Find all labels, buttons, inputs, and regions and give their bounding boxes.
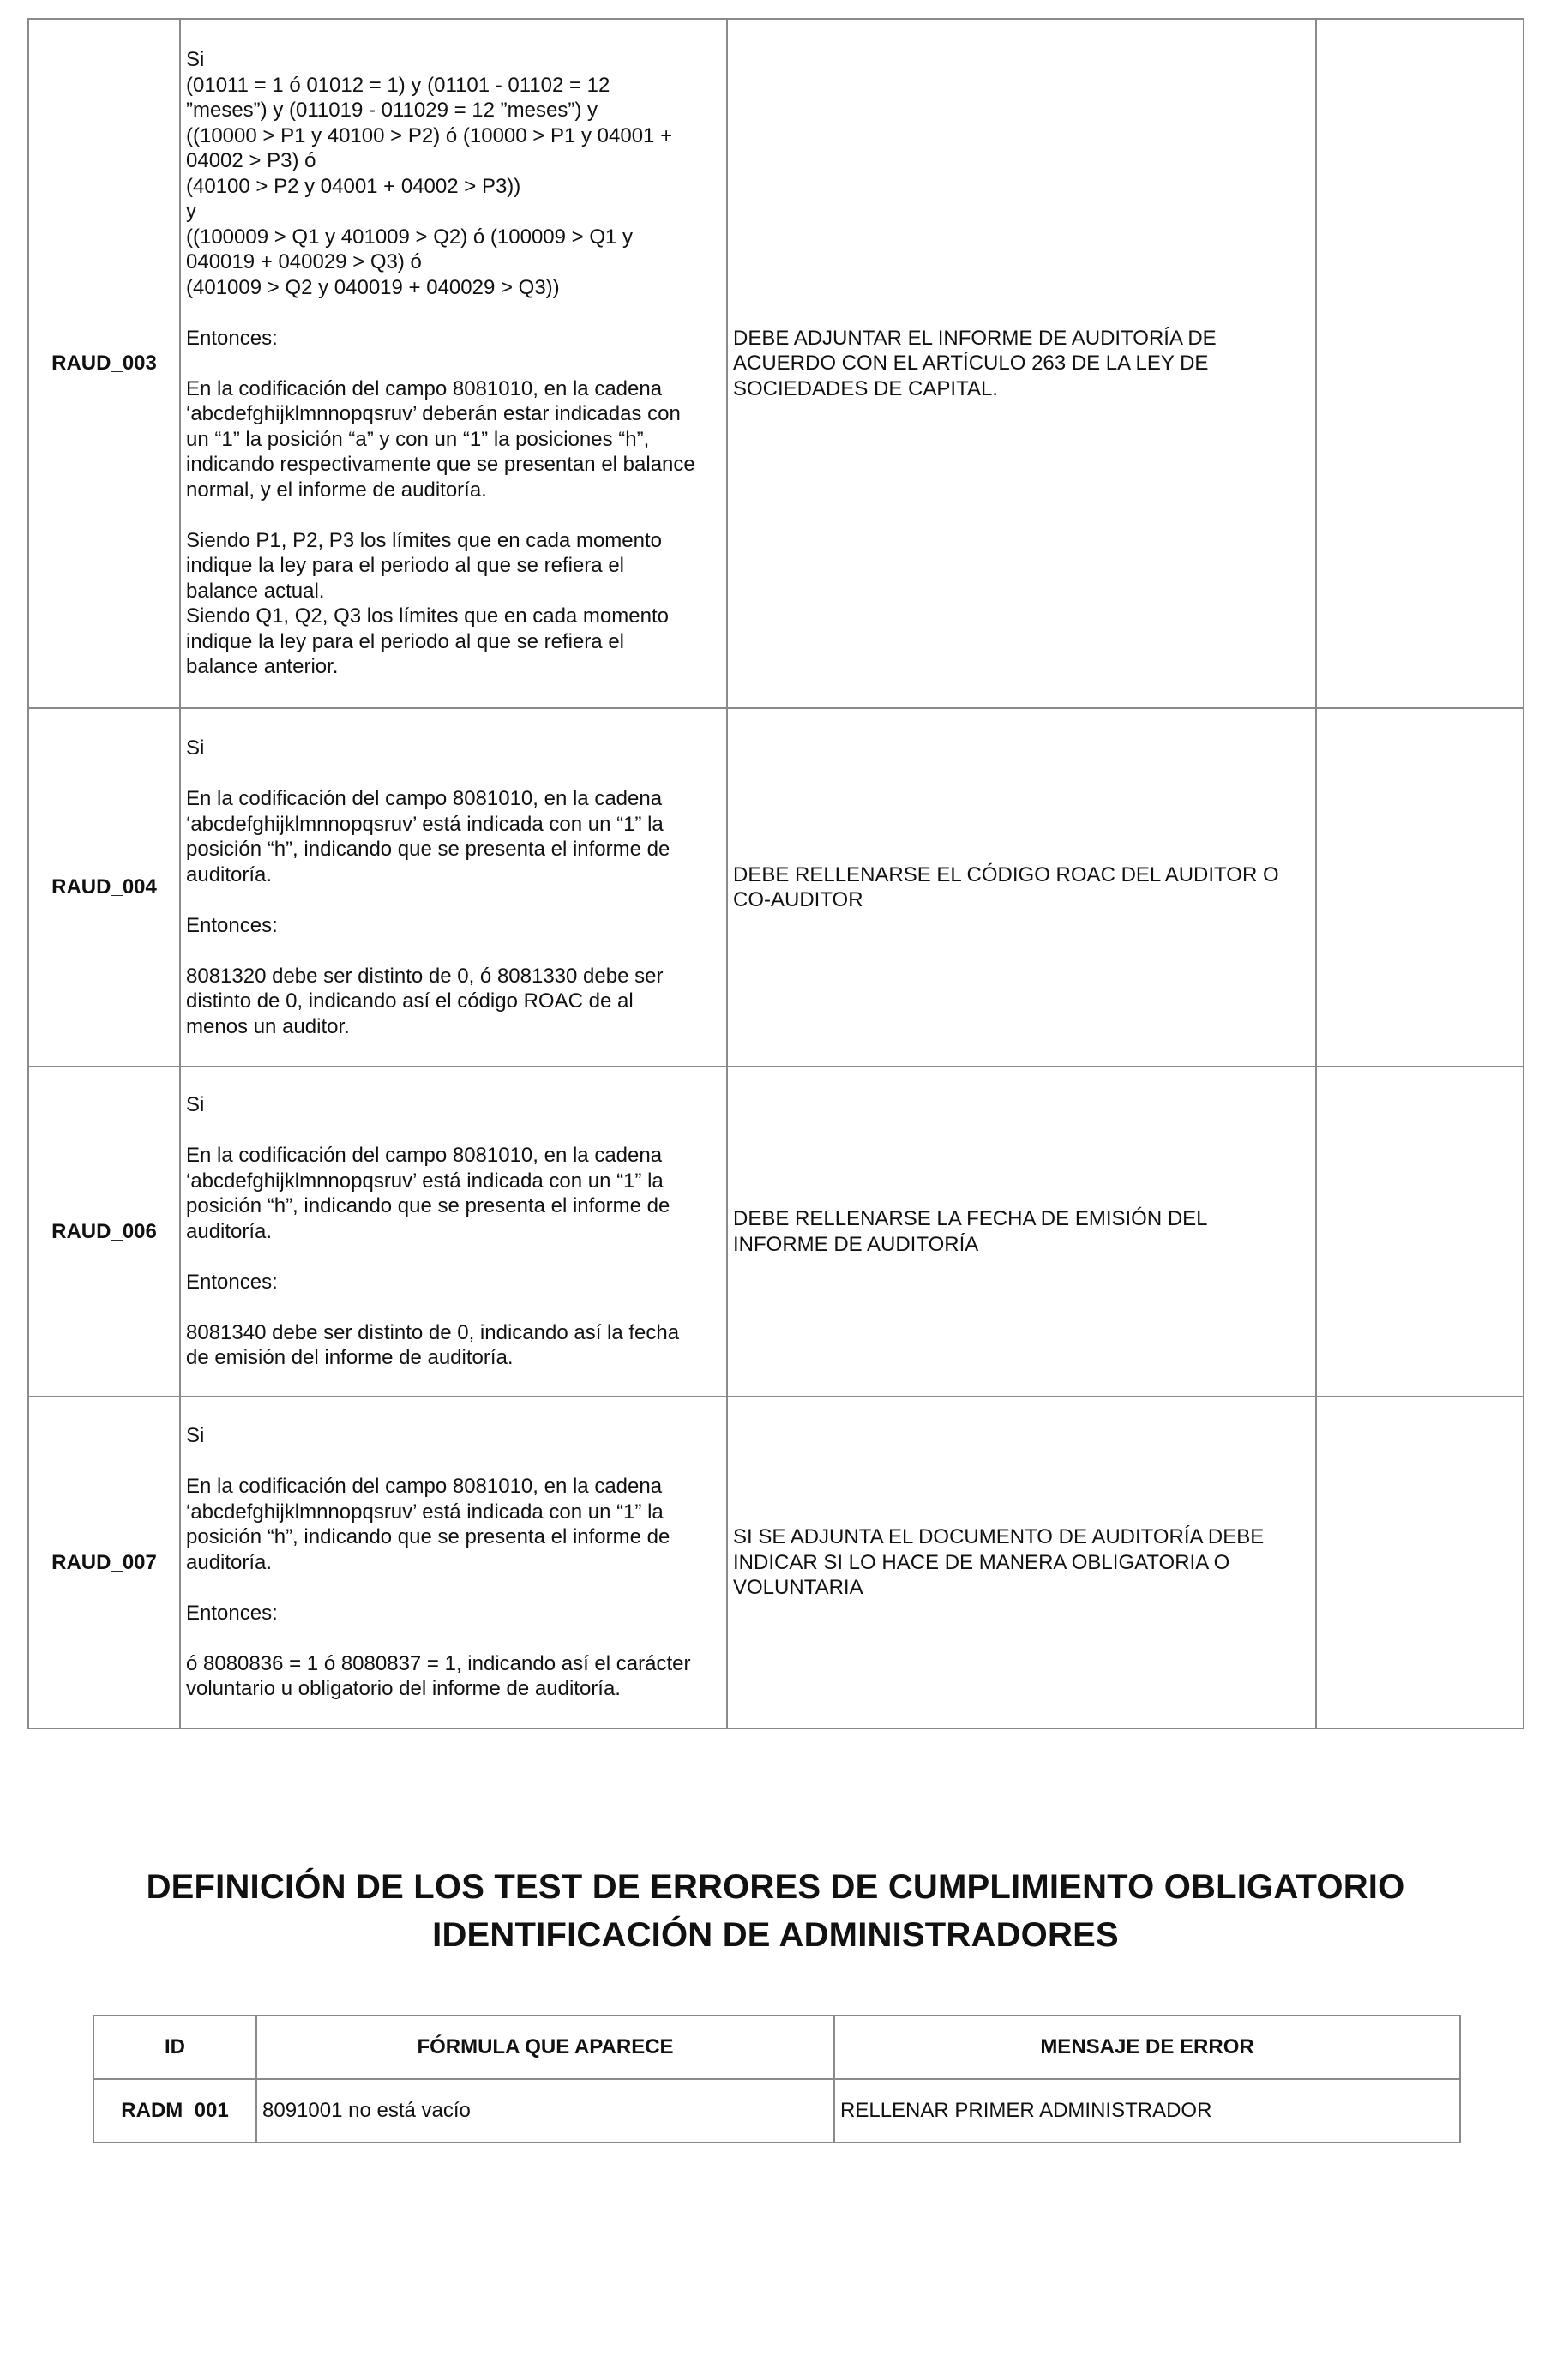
rule-id: RAUD_007: [28, 1397, 180, 1728]
formula-line: 8081320 debe ser distinto de 0, ó 8081330 debe ser: [186, 964, 664, 988]
formula-line: [186, 1449, 721, 1475]
formula-line: 04002 > P3) ó: [186, 149, 316, 173]
formula-line: menos un auditor.: [186, 1014, 350, 1038]
message-line: INDICAR SI LO HACE DE MANERA OBLIGATORIA O: [733, 1550, 1230, 1574]
formula-line: [186, 938, 721, 964]
formula-line: Entonces:: [186, 1601, 278, 1625]
rule-formula: [180, 708, 727, 1067]
formula-line: [186, 761, 721, 787]
section-subtitle: IDENTIFICACIÓN DE ADMINISTRADORES: [432, 1916, 1119, 1954]
error-message: RELLENAR PRIMER ADMINISTRADOR: [834, 2079, 1460, 2143]
rule-id: RAUD_004: [28, 708, 180, 1067]
formula-line: [186, 300, 721, 326]
message-line: ACUERDO CON EL ARTÍCULO 263 DE LA LEY DE: [733, 352, 1209, 376]
formula-line: ‘abcdefghijklmnnopqsruv’ está indicada con un “1” la: [186, 812, 664, 836]
formula-line: [186, 351, 721, 376]
formula-line: ‘abcdefghijklmnnopqsruv’ está indicada con un “1” la: [186, 1500, 664, 1524]
formula-line: Siendo Q1, Q2, Q3 los límites que en cada momento: [186, 604, 669, 628]
formula-line: auditoría.: [186, 862, 273, 886]
formula-line: Entonces:: [186, 913, 278, 937]
rule-id: RAUD_003: [28, 19, 180, 708]
formula-line: (01011 = 1 ó 01012 = 1) y (01101 - 01102 = 12: [186, 73, 610, 97]
message-line: CO-AUDITOR: [733, 888, 863, 911]
message-line: INFORME DE AUDITORÍA: [733, 1232, 979, 1256]
table-row: [28, 708, 1524, 1067]
table-row: [93, 2079, 1460, 2143]
rule-extra-cell: [1316, 19, 1524, 708]
error-formula: 8091001 no está vacío: [256, 2079, 834, 2143]
formula-line: ((10000 > P1 y 40100 > P2) ó (10000 > P1 y 04001 +: [186, 123, 673, 147]
formula-line: indique la ley para el periodo al que se refiera el: [186, 554, 624, 578]
formula-line: Entonces:: [186, 1270, 278, 1294]
table-row: [28, 1397, 1524, 1728]
message-line: DEBE RELLENARSE EL CÓDIGO ROAC DEL AUDITOR O: [733, 862, 1279, 886]
formula-line: Si: [186, 48, 205, 72]
message-line: VOLUNTARIA: [733, 1576, 863, 1600]
formula-line: [186, 1575, 721, 1601]
column-header-id: ID: [93, 2016, 256, 2079]
administrators-errors-table: [93, 2015, 1461, 2143]
formula-line: [186, 1118, 721, 1144]
formula-line: posición “h”, indicando que se presenta el informe de: [186, 1194, 670, 1218]
formula-line: [186, 1626, 721, 1651]
formula-line: posición “h”, indicando que se presenta el informe de: [186, 1525, 670, 1549]
formula-line: indicando respectivamente que se presentan el balance: [186, 453, 695, 477]
formula-line: y: [186, 200, 196, 224]
rule-extra-cell: [1316, 1067, 1524, 1397]
formula-line: [186, 502, 721, 528]
message-line: SOCIEDADES DE CAPITAL.: [733, 376, 998, 400]
rule-error-message: [727, 19, 1316, 708]
column-header-formula: FÓRMULA QUE APARECE: [256, 2016, 834, 2079]
formula-line: 040019 + 040029 > Q3) ó: [186, 250, 422, 274]
rule-error-message: [727, 1067, 1316, 1397]
formula-line: Si: [186, 1093, 205, 1117]
error-id: RADM_001: [93, 2079, 256, 2143]
formula-line: de emisión del informe de auditoría.: [186, 1346, 514, 1370]
table-header-row: [93, 2016, 1460, 2079]
rule-extra-cell: [1316, 708, 1524, 1067]
formula-line: un “1” la posición “a” y con un “1” la posiciones “h”,: [186, 427, 650, 451]
formula-line: En la codificación del campo 8081010, en la cadena: [186, 1144, 663, 1168]
formula-line: posición “h”, indicando que se presenta el informe de: [186, 838, 670, 861]
table-row: [28, 19, 1524, 708]
formula-line: Siendo P1, P2, P3 los límites que en cada momento: [186, 528, 662, 552]
formula-line: auditoría.: [186, 1550, 273, 1574]
formula-line: En la codificación del campo 8081010, en la cadena: [186, 376, 663, 400]
formula-line: Entonces:: [186, 326, 278, 350]
formula-line: auditoría.: [186, 1219, 273, 1243]
formula-line: ó 8080836 = 1 ó 8080837 = 1, indicando así el carácter: [186, 1651, 691, 1675]
formula-line: En la codificación del campo 8081010, en la cadena: [186, 1475, 663, 1499]
formula-line: [186, 887, 721, 913]
rule-error-message: [727, 1397, 1316, 1728]
rule-id: RAUD_006: [28, 1067, 180, 1397]
formula-line: En la codificación del campo 8081010, en la cadena: [186, 787, 663, 810]
formula-line: normal, y el informe de auditoría.: [186, 478, 487, 502]
formula-line: 8081340 debe ser distinto de 0, indicando así la fecha: [186, 1320, 680, 1344]
formula-line: Si: [186, 1424, 205, 1448]
column-header-message: MENSAJE DE ERROR: [834, 2016, 1460, 2079]
formula-line: distinto de 0, indicando así el código ROAC de al: [186, 989, 634, 1013]
table-row: [28, 1067, 1524, 1397]
formula-line: balance actual.: [186, 579, 325, 603]
rule-formula: [180, 1067, 727, 1397]
rule-error-message: [727, 708, 1316, 1067]
formula-line: (40100 > P2 y 04001 + 04002 > P3)): [186, 174, 521, 198]
formula-line: ‘abcdefghijklmnnopqsruv’ está indicada con un “1” la: [186, 1169, 664, 1193]
formula-line: ”meses”) y (011019 - 011029 = 12 ”meses”) y: [186, 99, 598, 123]
message-line: DEBE ADJUNTAR EL INFORME DE AUDITORÍA DE: [733, 326, 1217, 350]
formula-line: voluntario u obligatorio del informe de auditoría.: [186, 1677, 621, 1701]
formula-line: [186, 1295, 721, 1320]
message-line: DEBE RELLENARSE LA FECHA DE EMISIÓN DEL: [733, 1207, 1208, 1230]
formula-line: (401009 > Q2 y 040019 + 040029 > Q3)): [186, 275, 560, 299]
section-title: DEFINICIÓN DE LOS TEST DE ERRORES DE CUMPLIMIENTO OBLIGATORIO: [146, 1868, 1405, 1906]
formula-line: ‘abcdefghijklmnnopqsruv’ deberán estar indicadas con: [186, 402, 681, 426]
formula-line: indique la ley para el periodo al que se refiera el: [186, 629, 624, 653]
formula-line: Si: [186, 736, 205, 760]
audit-rules-table: [27, 18, 1524, 1729]
rule-formula: [180, 19, 727, 708]
formula-line: [186, 1244, 721, 1270]
rule-extra-cell: [1316, 1397, 1524, 1728]
rule-formula: [180, 1397, 727, 1728]
message-line: SI SE ADJUNTA EL DOCUMENTO DE AUDITORÍA DEBE: [733, 1525, 1265, 1549]
formula-line: ((100009 > Q1 y 401009 > Q2) ó (100009 > Q1 y: [186, 225, 634, 249]
formula-line: balance anterior.: [186, 655, 339, 679]
